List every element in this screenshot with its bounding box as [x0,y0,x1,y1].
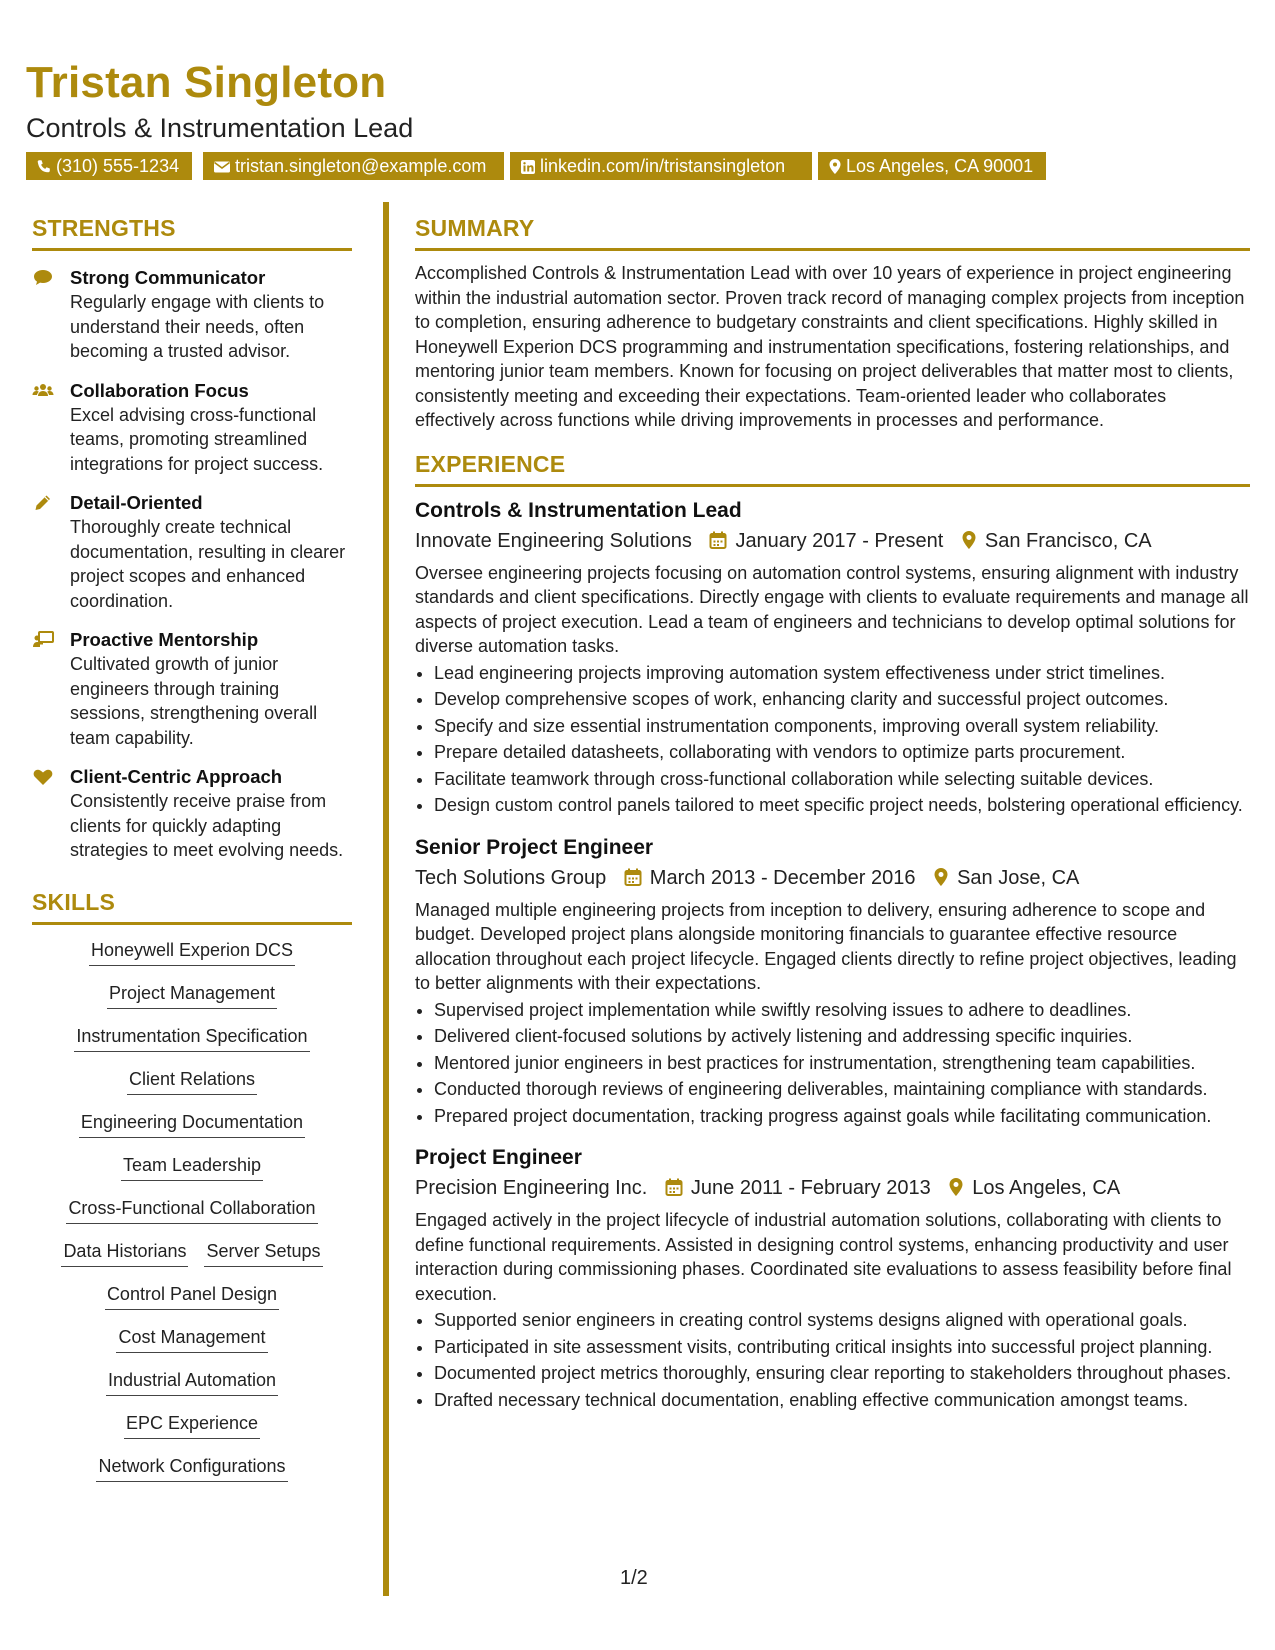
job-meta [415,527,1250,555]
strength-item [32,627,352,750]
job-entry [415,497,1250,818]
linkedin-icon [520,159,536,175]
job-bullets [415,1308,1250,1412]
strength-desc: Cultivated growth of junior engineers through training sessions, strengthening overall team capability. [70,654,318,748]
bullet-item: • Mentored junior engineers in best practices for instrumentation, strengthening team capabilities. [434,1051,1250,1076]
skill-tag: Team Leadership [121,1154,263,1181]
job-location: San Francisco, CA [984,529,1152,552]
strength-title: Strong Communicator [70,267,266,288]
experience-heading: EXPERIENCE [415,451,1250,487]
job-company: Tech Solutions Group [415,866,607,889]
job-location: San Jose, CA [957,866,1080,889]
email-chip[interactable] [203,152,504,180]
skill-tag: Instrumentation Specification [74,1025,309,1052]
job-dates: June 2011 - February 2013 [690,1177,931,1199]
bullet-item: • Specify and size essential instrumentation components, improving overall system reliability. [434,714,1250,739]
strength-item [32,764,352,863]
strength-title: Collaboration Focus [70,379,249,401]
calendar-icon [665,1178,683,1197]
strength-title: Client-Centric Approach [70,766,283,787]
skill-tag: Client Relations [127,1068,257,1095]
candidate-name: Tristan Singleton [26,58,387,107]
skill-tag: Network Configurations [96,1455,287,1482]
strength-title: Proactive Mentorship [70,629,259,650]
map-pin-icon [948,1177,964,1197]
candidate-title: Controls & Instrumentation Lead [26,113,414,143]
skill-tag: Honeywell Experion DCS [89,939,295,966]
map-pin-icon [933,867,949,887]
bullet-item: • Supervised project implementation while swiftly resolving issues to adhere to deadlines. [434,998,1250,1023]
bullet-item: • Supported senior engineers in creating control systems designs aligned with operational goals. [434,1308,1250,1333]
skill-tag: Industrial Automation [106,1369,278,1396]
people-group-icon [32,381,54,401]
job-description: Managed multiple engineering projects from inception to delivery, ensuring adherence to scope and budget. Developed project plans alongside monitoring financials to guarantee effective resource allocation throughout each project lifecycle. Engaged clients directly to refine project objectives, leading to better alignments with their expectations. [415,899,1237,993]
job-entry [415,834,1250,1129]
strength-item [32,378,352,477]
strength-item [32,490,352,613]
bullet-item: • Develop comprehensive scopes of work, enhancing clarity and successful project outcomes. [434,687,1250,712]
job-company: Innovate Engineering Solutions [415,529,692,552]
job-bullets [415,661,1250,818]
linkedin-text: linkedin.com/in/tristansingleton [540,156,786,176]
job-description: Engaged actively in the project lifecycle of industrial automation solutions, collaborating with clients to define functional requirements. Assisted in designing control systems, enhancing productivity and user interaction during commissioning phases. Coordinated site evaluations to assess feasibility before final execution. [415,1210,1232,1304]
location-chip[interactable] [818,152,1046,180]
bullet-item: • Lead engineering projects improving automation system effectiveness under strict timelines. [434,661,1250,686]
strength-desc: Regularly engage with clients to understand their needs, often becoming a trusted advisor. [70,292,325,361]
job-dates: January 2017 - Present [735,529,944,552]
job-title: Controls & Instrumentation Lead [415,498,742,522]
heart-icon [32,767,54,787]
strength-desc: Consistently receive praise from clients for quickly adapting strategies to meet evolving needs. [70,791,344,860]
pencil-icon [32,493,54,513]
bullet-item: • Delivered client-focused solutions by actively listening and addressing specific inquiries. [434,1024,1250,1049]
strength-desc: Thoroughly create technical documentation, resulting in clearer project scopes and enhanced coordination. [70,517,346,611]
skill-tag: Engineering Documentation [79,1111,305,1138]
job-bullets [415,998,1250,1129]
skill-tag: EPC Experience [124,1412,260,1439]
strength-desc: Excel advising cross-functional teams, promoting streamlined integrations for project success. [70,404,324,474]
skill-tag: Project Management [107,982,277,1009]
job-location: Los Angeles, CA [972,1177,1121,1199]
skill-tag: Cost Management [116,1326,267,1353]
skill-tag: Cross-Functional Collaboration [66,1197,317,1224]
summary-text: Accomplished Controls & Instrumentation Lead with over 10 years of experience in project engineering within the industrial automation sector. Proven track record of managing complex projects from inception to completion, ensuring adherence to budgetary constraints and client specifications. Highly skilled in Honeywell Experion DCS programming and instrumentation specifications, fostering relationships, and mentoring junior team members. Known for focusing on project deliverables that matter most to clients, consistently meeting and exceeding their expectations. Team-oriented leader who collaborates effectively across functions while driving improvements in processes and performance. [415,263,1245,430]
job-entry [415,1144,1250,1412]
job-title: Senior Project Engineer [415,835,654,859]
calendar-icon [624,868,642,887]
right-column [415,215,1250,1414]
job-description: Oversee engineering projects focusing on automation control systems, ensuring alignment with industry standards and client specifications. Directly engage with clients to evaluate requirements and manage all aspects of project execution. Lead a team of engineers and technicians to develop optimal solutions for diverse automation tasks. [415,562,1249,656]
speech-bubble-icon [32,268,54,288]
location-text: Los Angeles, CA 90001 [846,156,1034,176]
skill-tag: Data Historians [61,1240,188,1267]
skills-list [32,939,352,1482]
strengths-heading: STRENGTHS [32,215,352,251]
map-pin-icon [828,158,842,175]
column-divider [383,202,389,1596]
skill-tag: Server Setups [204,1240,322,1267]
phone-text: (310) 555-1234 [56,156,180,176]
envelope-icon [213,159,231,175]
job-meta [415,1174,1250,1202]
bullet-item: • Participated in site assessment visits, contributing critical insights into successful project planning. [434,1335,1250,1360]
strength-item [32,265,352,364]
email-text: tristan.singleton@example.com [235,156,487,176]
map-pin-icon [961,530,977,550]
summary-heading: SUMMARY [415,215,1250,251]
bullet-item: • Prepared project documentation, tracking progress against goals while facilitating communication. [434,1104,1250,1129]
job-meta [415,864,1250,892]
phone-chip[interactable] [26,152,192,180]
job-company: Precision Engineering Inc. [415,1177,648,1199]
calendar-icon [709,531,727,550]
job-dates: March 2013 - December 2016 [649,866,916,889]
teacher-board-icon [32,630,54,650]
page-number: 1/2 [620,1567,648,1589]
left-column [32,215,352,1498]
bullet-item: • Design custom control panels tailored to meet specific project needs, bolstering operational efficiency. [434,793,1250,818]
bullet-item: • Prepare detailed datasheets, collaborating with vendors to optimize parts procurement. [434,740,1250,765]
phone-icon [36,159,52,175]
linkedin-chip[interactable] [510,152,812,180]
bullet-item: • Drafted necessary technical documentation, enabling effective communication amongst teams. [434,1388,1250,1413]
skill-tag: Control Panel Design [105,1283,279,1310]
strength-title: Detail-Oriented [70,492,203,513]
bullet-item: • Conducted thorough reviews of engineering deliverables, maintaining compliance with standards. [434,1077,1250,1102]
skills-heading: SKILLS [32,889,352,925]
bullet-item: • Documented project metrics thoroughly, ensuring clear reporting to stakeholders throughout phases. [434,1361,1250,1386]
bullet-item: • Facilitate teamwork through cross-functional collaboration while selecting suitable devices. [434,767,1250,792]
job-title: Project Engineer [415,1146,582,1169]
